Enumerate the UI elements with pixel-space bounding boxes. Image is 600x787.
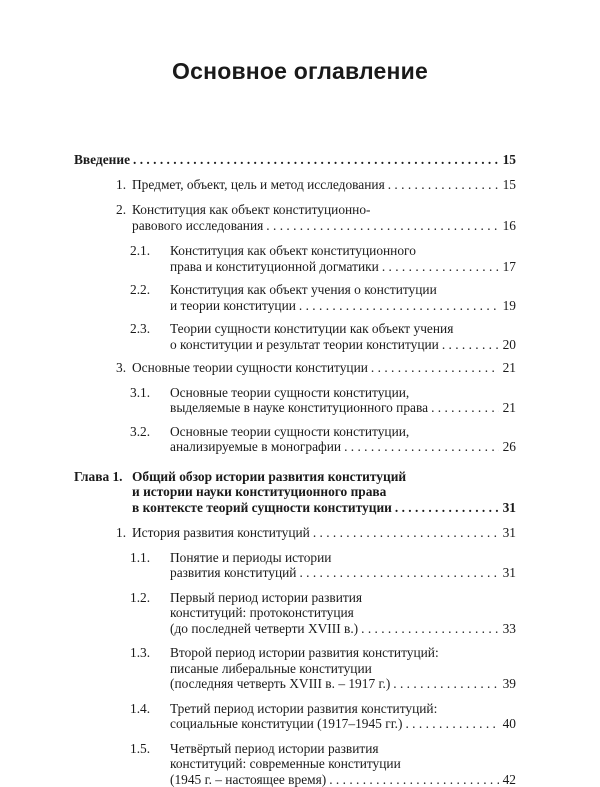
toc-entry-title-line: равового исследования <box>132 218 263 234</box>
toc-entry-title-line: Общий обзор истории развития конституций <box>132 469 516 485</box>
toc-entry-title: Основные теории сущности конституции <box>132 360 368 376</box>
toc-entry-section-1[interactable] <box>74 177 516 193</box>
toc-entry-number: 2.2. <box>130 282 150 298</box>
toc-page-number: 31 <box>502 500 516 516</box>
leader-dots <box>382 259 499 275</box>
toc-entry-title-line: социальные конституции (1917–1945 гг.) <box>170 716 402 732</box>
toc-entry-number: 1. <box>116 525 126 541</box>
toc-entry-title-line: (1945 г. – настоящее время) <box>170 772 326 787</box>
page-title: Основное оглавление <box>0 58 600 85</box>
toc-entry-number: 1.4. <box>130 701 150 717</box>
toc-entry-title-line: Теории сущности конституции как объект учения <box>170 321 516 337</box>
toc-entry-chapter-1-section-1[interactable] <box>74 525 516 541</box>
toc-entry-title-line: развития конституций <box>170 565 296 581</box>
toc-entry-number: 3.1. <box>130 385 150 401</box>
toc-entry-chapter-1-section-1-3[interactable] <box>74 645 516 692</box>
toc-entry-title-line: (до последней четверти XVIII в.) <box>170 621 358 637</box>
toc-entry-introduction[interactable] <box>74 152 516 168</box>
toc-entry-chapter-1[interactable] <box>74 469 516 516</box>
leader-dots <box>361 621 499 637</box>
leader-dots <box>133 152 499 168</box>
toc-entry-number: 1.3. <box>130 645 150 661</box>
toc-page-number: 21 <box>502 360 516 376</box>
toc-entry-number: 3. <box>116 360 126 376</box>
toc-page-number: 31 <box>502 525 516 541</box>
toc-page-number: 17 <box>502 259 516 275</box>
toc-page-number: 31 <box>502 565 516 581</box>
toc-page-number: 39 <box>502 676 516 692</box>
toc-page-number: 33 <box>502 621 516 637</box>
toc-page-number: 21 <box>502 400 516 416</box>
toc-entry-title-line: выделяемые в науке конституционного права <box>170 400 428 416</box>
toc-entry-title-line: конституций: современные конституции <box>170 756 516 772</box>
toc-entry-title-line: конституций: протоконституция <box>170 605 516 621</box>
toc-entry-number: 2.3. <box>130 321 150 337</box>
toc-entry-section-2-3[interactable] <box>74 321 516 352</box>
toc-entry-title-line: Конституция как объект учения о конституции <box>170 282 516 298</box>
toc-entry-title-line: Конституция как объект конституционного <box>170 243 516 259</box>
toc-entry-title-line: Основные теории сущности конституции, <box>170 424 516 440</box>
toc-entry-section-2-1[interactable] <box>74 243 516 274</box>
toc-entry-title-line: в контексте теорий сущности конституции <box>132 500 392 516</box>
toc-entry-title: Введение <box>74 152 130 168</box>
table-of-contents <box>74 152 516 787</box>
toc-entry-section-3[interactable] <box>74 360 516 376</box>
toc-page-number: 16 <box>502 218 516 234</box>
toc-entry-title-line: и истории науки конституционного права <box>132 484 516 500</box>
toc-entry-title-line: Понятие и периоды истории <box>170 550 516 566</box>
toc-entry-title-line: Четвёртый период истории развития <box>170 741 516 757</box>
toc-entry-number: Глава 1. <box>74 469 123 485</box>
toc-entry-number: 2. <box>116 202 126 218</box>
leader-dots <box>299 298 499 314</box>
toc-entry-title-line: о конституции и результат теории конституции <box>170 337 439 353</box>
toc-page-number: 26 <box>502 439 516 455</box>
toc-entry-section-2[interactable] <box>74 202 516 233</box>
toc-page-number: 42 <box>502 772 516 787</box>
toc-entry-section-2-2[interactable] <box>74 282 516 313</box>
toc-entry-number: 1.5. <box>130 741 150 757</box>
toc-entry-chapter-1-section-1-5[interactable] <box>74 741 516 787</box>
leader-dots <box>299 565 499 581</box>
leader-dots <box>393 676 499 692</box>
toc-page-number: 19 <box>502 298 516 314</box>
toc-page-number: 40 <box>502 716 516 732</box>
toc-entry-title-line: писаные либеральные конституции <box>170 661 516 677</box>
toc-entry-title-line: Третий период истории развития конституций: <box>170 701 516 717</box>
toc-entry-number: 1.1. <box>130 550 150 566</box>
toc-entry-title: История развития конституций <box>132 525 310 541</box>
toc-entry-title-line: Второй период истории развития конституций: <box>170 645 516 661</box>
toc-entry-chapter-1-section-1-4[interactable] <box>74 701 516 732</box>
toc-page-number: 15 <box>502 152 516 168</box>
toc-entry-number: 3.2. <box>130 424 150 440</box>
leader-dots <box>371 360 499 376</box>
toc-entry-number: 1. <box>116 177 126 193</box>
leader-dots <box>344 439 499 455</box>
leader-dots <box>388 177 499 193</box>
leader-dots <box>442 337 499 353</box>
leader-dots <box>266 218 499 234</box>
toc-entry-title: Предмет, объект, цель и метод исследования <box>132 177 385 193</box>
toc-entry-title-line: Основные теории сущности конституции, <box>170 385 516 401</box>
toc-entry-title-line: (последняя четверть XVIII в. – 1917 г.) <box>170 676 390 692</box>
toc-entry-section-3-2[interactable] <box>74 424 516 455</box>
toc-entry-title-line: Конституция как объект конституционно- <box>132 202 516 218</box>
toc-entry-title-line: Первый период истории развития <box>170 590 516 606</box>
leader-dots <box>405 716 499 732</box>
toc-page-number: 15 <box>502 177 516 193</box>
toc-entry-section-3-1[interactable] <box>74 385 516 416</box>
toc-entry-chapter-1-section-1-1[interactable] <box>74 550 516 581</box>
leader-dots <box>395 500 499 516</box>
toc-entry-number: 2.1. <box>130 243 150 259</box>
leader-dots <box>431 400 499 416</box>
toc-entry-chapter-1-section-1-2[interactable] <box>74 590 516 637</box>
leader-dots <box>329 772 499 787</box>
toc-entry-title-line: права и конституционной догматики <box>170 259 379 275</box>
toc-entry-title-line: анализируемые в монографии <box>170 439 341 455</box>
leader-dots <box>313 525 499 541</box>
toc-page-number: 20 <box>502 337 516 353</box>
toc-entry-title-line: и теории конституции <box>170 298 296 314</box>
toc-entry-number: 1.2. <box>130 590 150 606</box>
